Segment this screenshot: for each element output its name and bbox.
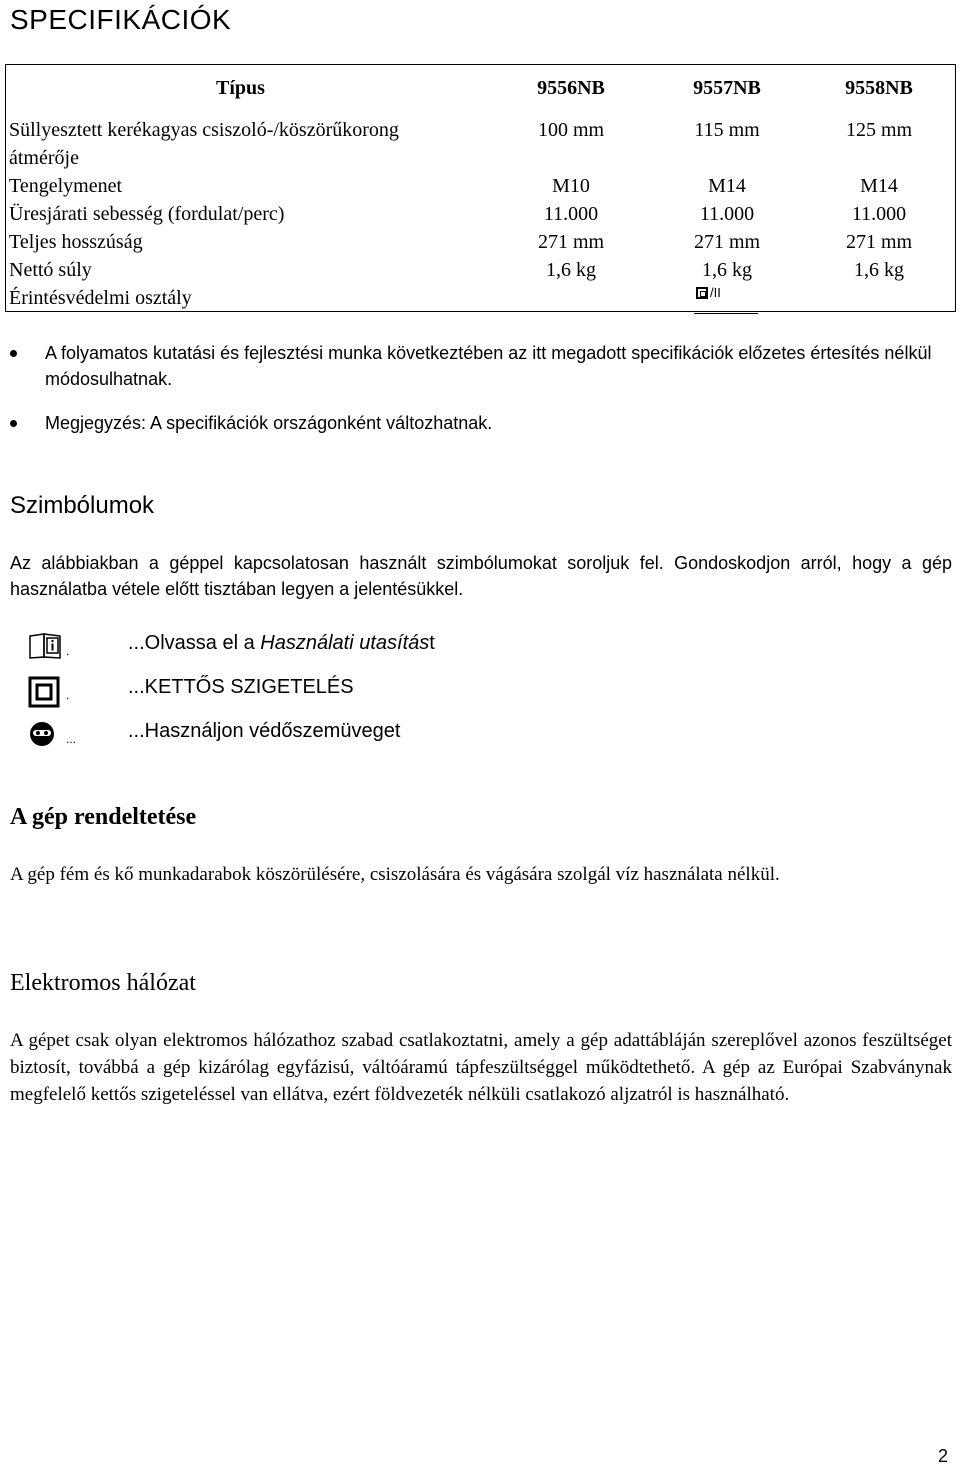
- goggles-icon: [28, 720, 56, 748]
- row-label: Üresjárati sebesség (fordulat/perc): [9, 203, 285, 225]
- row-value: M14: [708, 175, 746, 197]
- row-label: Süllyesztett kerékagyas csiszoló-/köszörűkorong: [9, 119, 399, 141]
- row-value: 271 mm: [693, 231, 761, 253]
- row-label: átmérője: [9, 147, 79, 169]
- row-value: 1,6 kg: [546, 259, 596, 281]
- model-header: 9558NB: [845, 77, 913, 99]
- electric-heading: Elektromos hálózat: [10, 970, 196, 996]
- purpose-text: A gép fém és kő munkadarabok köszörülésére, csiszolására és vágására szolgál víz használata nélkül.: [10, 864, 780, 885]
- protection-class-label: /II: [710, 285, 721, 300]
- symbol-description: ...KETTŐS SZIGETELÉS: [128, 676, 354, 698]
- model-header: 9557NB: [693, 77, 761, 99]
- row-value: M10: [552, 175, 590, 197]
- row-value: 1,6 kg: [854, 259, 904, 281]
- note-text: A folyamatos kutatási és fejlesztési munka következtében az itt megadott specifikációk előzetes értesítés nélkül módosulhatnak.: [45, 343, 932, 389]
- divider: [694, 313, 758, 314]
- row-label: Tengelymenet: [9, 175, 122, 197]
- spec-table: [5, 64, 956, 312]
- double-insulation-icon: [28, 676, 60, 708]
- row-value: 271 mm: [537, 231, 605, 253]
- row-value: 115 mm: [694, 119, 760, 141]
- manual-icon: [28, 632, 62, 660]
- model-header: 9556NB: [537, 77, 605, 99]
- symbol-dots: .: [66, 688, 70, 702]
- bullet-icon: [10, 420, 17, 427]
- purpose-heading: A gép rendeltetése: [10, 804, 197, 830]
- symbol-description: ...Használjon védőszemüveget: [128, 720, 401, 742]
- row-value: 11.000: [699, 203, 755, 225]
- row-value: 271 mm: [845, 231, 913, 253]
- note-text: Megjegyzés: A specifikációk országonként változhatnak.: [45, 413, 493, 433]
- page-title: SPECIFIKÁCIÓK: [10, 4, 232, 35]
- symbol-dots: .: [66, 644, 70, 658]
- bullet-icon: [10, 350, 17, 357]
- row-value: 125 mm: [845, 119, 913, 141]
- symbol-dots: ...: [66, 732, 77, 746]
- symbol-description: ...Olvassa el a Használati utasítást: [128, 632, 435, 654]
- type-header: Típus: [216, 77, 265, 99]
- row-value: 100 mm: [537, 119, 605, 141]
- row-label: Teljes hosszúság: [9, 231, 143, 253]
- page-number: 2: [938, 1446, 949, 1466]
- row-value: 11.000: [851, 203, 907, 225]
- double-insulation-icon: [696, 287, 708, 299]
- electric-text: A gépet csak olyan elektromos hálózathoz szabad csatlakoztatni, amely a gép adattábláján szereplővel azonos feszültséget biztosít, továbbá a gép kizárólag egyfázisú, váltóáramú tápfeszültséggel működtethető. A gép az Európai Szabványnak megfelelő kettős szigeteléssel van ellátva, ezért földvezeték nélküli csatlakozó aljzatról is használható.: [10, 1030, 952, 1105]
- row-value: 1,6 kg: [702, 259, 752, 281]
- row-value: M14: [860, 175, 898, 197]
- row-label: Nettó súly: [9, 259, 92, 281]
- row-label: Érintésvédelmi osztály: [9, 287, 192, 309]
- symbols-heading: Szimbólumok: [10, 492, 155, 519]
- row-value: 11.000: [543, 203, 599, 225]
- protection-class-value: [696, 285, 721, 300]
- symbols-intro: Az alábbiakban a géppel kapcsolatosan használt szimbólumokat soroljuk fel. Gondoskodjon arról, hogy a gép használatba vétele előtt tisztában legyen a jelentésükkel.: [10, 553, 952, 599]
